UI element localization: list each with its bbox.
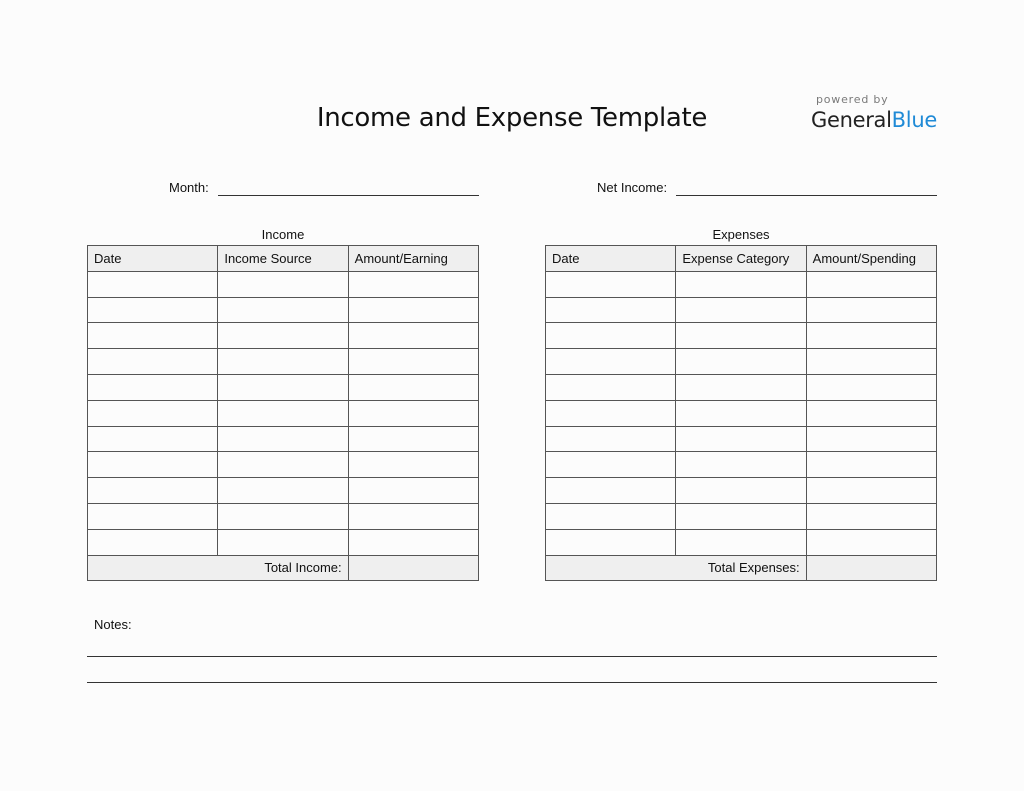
income-table-row bbox=[88, 297, 479, 323]
expenses-table-cell[interactable] bbox=[806, 297, 936, 323]
expenses-table-row bbox=[546, 503, 937, 529]
income-table-row bbox=[88, 529, 479, 555]
income-table-cell[interactable] bbox=[88, 297, 218, 323]
income-table-cell[interactable] bbox=[218, 478, 348, 504]
expenses-table-row bbox=[546, 478, 937, 504]
expenses-table-cell[interactable] bbox=[546, 323, 676, 349]
net-income-label: Net Income: bbox=[597, 180, 668, 195]
expenses-table-cell[interactable] bbox=[676, 452, 806, 478]
income-table-cell[interactable] bbox=[218, 297, 348, 323]
income-table-cell[interactable] bbox=[218, 400, 348, 426]
total-expenses-cell[interactable] bbox=[806, 555, 936, 581]
income-table-cell[interactable] bbox=[218, 323, 348, 349]
income-table-cell[interactable] bbox=[348, 529, 478, 555]
total-income-cell[interactable] bbox=[348, 555, 478, 581]
expenses-table-cell[interactable] bbox=[676, 503, 806, 529]
expenses-table-cell[interactable] bbox=[806, 349, 936, 375]
notes-line[interactable] bbox=[87, 656, 937, 657]
income-table-cell[interactable] bbox=[88, 323, 218, 349]
income-table-cell[interactable] bbox=[348, 374, 478, 400]
expenses-table-cell[interactable] bbox=[546, 297, 676, 323]
income-table-cell[interactable] bbox=[348, 271, 478, 297]
net-income-field[interactable] bbox=[676, 195, 937, 196]
expenses-table-cell[interactable] bbox=[676, 529, 806, 555]
expenses-table-cell[interactable] bbox=[546, 400, 676, 426]
income-table bbox=[87, 245, 479, 581]
expenses-table-cell[interactable] bbox=[806, 478, 936, 504]
income-table-cell[interactable] bbox=[218, 529, 348, 555]
expenses-table-row bbox=[546, 452, 937, 478]
income-table-cell[interactable] bbox=[348, 349, 478, 375]
logo-wordmark bbox=[811, 108, 941, 132]
expenses-table-row bbox=[546, 374, 937, 400]
income-table-cell[interactable] bbox=[88, 271, 218, 297]
expenses-table-cell[interactable] bbox=[546, 349, 676, 375]
income-table-cell[interactable] bbox=[348, 452, 478, 478]
income-table-cell[interactable] bbox=[88, 349, 218, 375]
month-field[interactable] bbox=[218, 195, 479, 196]
expenses-table-cell[interactable] bbox=[546, 426, 676, 452]
income-table-cell[interactable] bbox=[218, 349, 348, 375]
income-table-cell[interactable] bbox=[218, 503, 348, 529]
expenses-table-cell[interactable] bbox=[546, 374, 676, 400]
income-table-cell[interactable] bbox=[218, 374, 348, 400]
expenses-table-cell[interactable] bbox=[806, 323, 936, 349]
income-table-cell[interactable] bbox=[348, 297, 478, 323]
expenses-table-cell[interactable] bbox=[806, 452, 936, 478]
income-table-row bbox=[88, 478, 479, 504]
income-total-row bbox=[88, 555, 479, 581]
income-table-cell[interactable] bbox=[348, 400, 478, 426]
income-table-row bbox=[88, 503, 479, 529]
expenses-table-cell[interactable] bbox=[546, 503, 676, 529]
expenses-table-cell[interactable] bbox=[676, 297, 806, 323]
expenses-table-cell[interactable] bbox=[806, 426, 936, 452]
income-table-cell[interactable] bbox=[88, 529, 218, 555]
income-header-row bbox=[88, 246, 479, 272]
expenses-table-row bbox=[546, 297, 937, 323]
income-table-cell[interactable] bbox=[88, 426, 218, 452]
notes-line[interactable] bbox=[87, 682, 937, 683]
income-table-cell[interactable] bbox=[348, 478, 478, 504]
income-table-row bbox=[88, 400, 479, 426]
income-table-row bbox=[88, 374, 479, 400]
month-label: Month: bbox=[169, 180, 209, 195]
logo-general: General bbox=[811, 108, 892, 132]
expenses-table-row bbox=[546, 400, 937, 426]
income-table-cell[interactable] bbox=[88, 452, 218, 478]
expenses-table-cell[interactable] bbox=[676, 400, 806, 426]
expenses-table-cell[interactable] bbox=[806, 374, 936, 400]
income-table-cell[interactable] bbox=[88, 400, 218, 426]
income-col-date: Date bbox=[88, 246, 218, 272]
expenses-table-cell[interactable] bbox=[806, 271, 936, 297]
income-table-cell[interactable] bbox=[88, 503, 218, 529]
expenses-table-row bbox=[546, 426, 937, 452]
income-table-row bbox=[88, 349, 479, 375]
expenses-table-cell[interactable] bbox=[546, 529, 676, 555]
income-col-amount: Amount/Earning bbox=[348, 246, 478, 272]
expenses-table-cell[interactable] bbox=[806, 529, 936, 555]
expenses-table-cell[interactable] bbox=[806, 400, 936, 426]
logo-blue: Blue bbox=[891, 108, 937, 132]
income-table-row bbox=[88, 452, 479, 478]
income-table-cell[interactable] bbox=[218, 271, 348, 297]
income-title: Income bbox=[261, 227, 305, 242]
expenses-header-row bbox=[546, 246, 937, 272]
expenses-table-cell[interactable] bbox=[676, 478, 806, 504]
expenses-title: Expenses bbox=[712, 227, 770, 242]
expenses-table-cell[interactable] bbox=[676, 374, 806, 400]
expenses-table-cell[interactable] bbox=[676, 349, 806, 375]
powered-by-text: powered by bbox=[816, 93, 889, 106]
expenses-table bbox=[545, 245, 937, 581]
expenses-table-row bbox=[546, 349, 937, 375]
total-income-label: Total Income: bbox=[88, 555, 349, 581]
expenses-col-category: Expense Category bbox=[676, 246, 806, 272]
expenses-col-date: Date bbox=[546, 246, 676, 272]
expenses-col-amount: Amount/Spending bbox=[806, 246, 936, 272]
expenses-table-row bbox=[546, 323, 937, 349]
expenses-table-cell[interactable] bbox=[676, 323, 806, 349]
income-table-row bbox=[88, 323, 479, 349]
expenses-table-cell[interactable] bbox=[676, 426, 806, 452]
income-table-cell[interactable] bbox=[218, 426, 348, 452]
expenses-table-cell[interactable] bbox=[546, 271, 676, 297]
income-table-cell[interactable] bbox=[88, 374, 218, 400]
expenses-table-row bbox=[546, 529, 937, 555]
income-table-cell[interactable] bbox=[348, 503, 478, 529]
income-table-row bbox=[88, 271, 479, 297]
income-table-cell[interactable] bbox=[218, 452, 348, 478]
total-expenses-label: Total Expenses: bbox=[546, 555, 807, 581]
income-table-cell[interactable] bbox=[348, 323, 478, 349]
expenses-table-cell[interactable] bbox=[546, 478, 676, 504]
brand-logo bbox=[811, 93, 941, 132]
expenses-table-cell[interactable] bbox=[806, 503, 936, 529]
income-table-cell[interactable] bbox=[88, 478, 218, 504]
page-title: Income and Expense Template bbox=[316, 103, 708, 133]
expenses-table-cell[interactable] bbox=[676, 271, 806, 297]
expenses-table-row bbox=[546, 271, 937, 297]
income-table-cell[interactable] bbox=[348, 426, 478, 452]
expenses-total-row bbox=[546, 555, 937, 581]
expenses-table-cell[interactable] bbox=[546, 452, 676, 478]
income-table-row bbox=[88, 426, 479, 452]
notes-label: Notes: bbox=[94, 617, 132, 632]
income-col-source: Income Source bbox=[218, 246, 348, 272]
